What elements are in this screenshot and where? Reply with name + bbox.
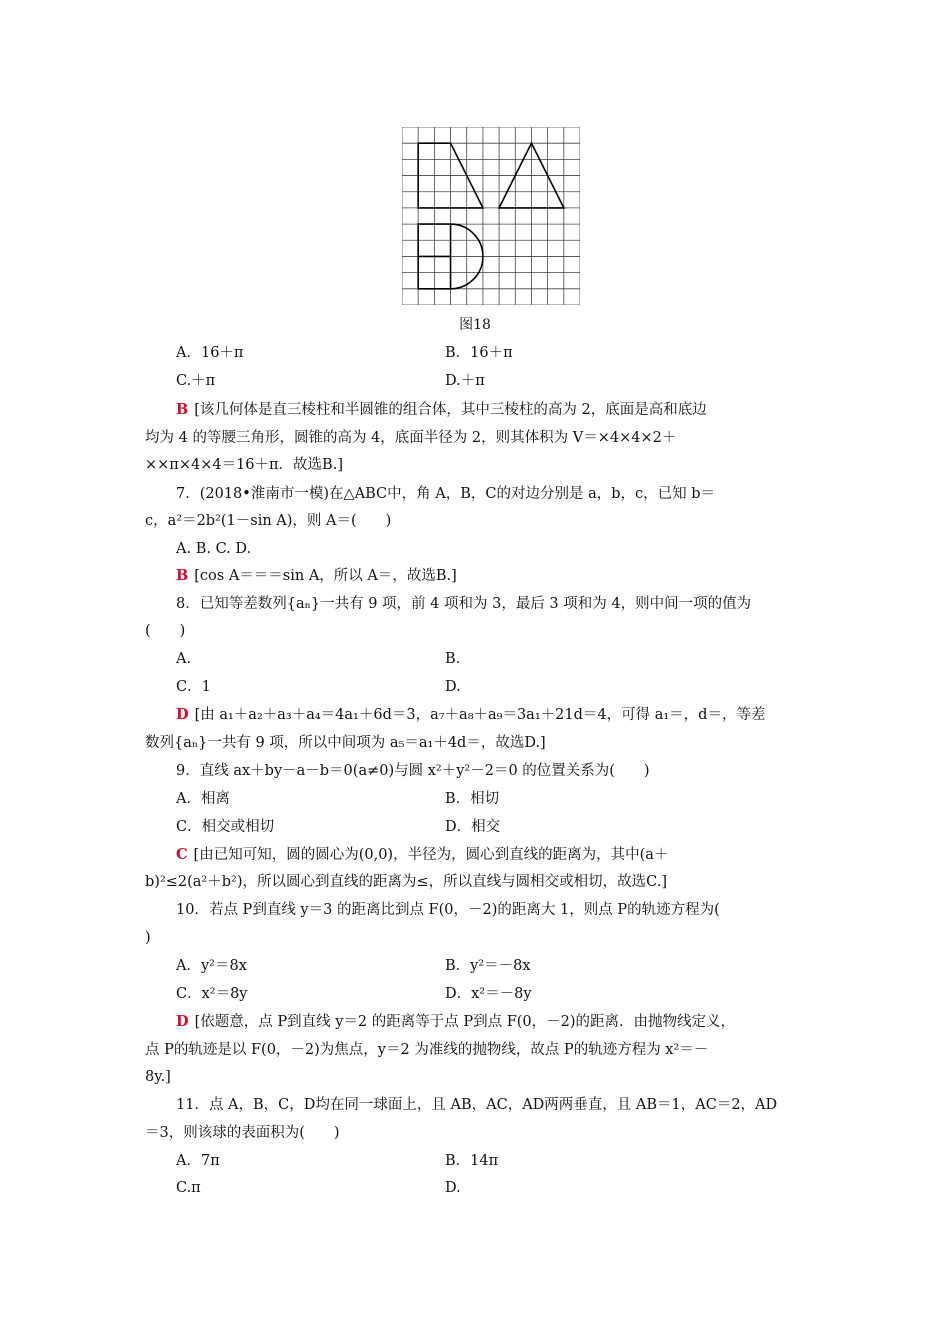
q11-option-d: D. <box>445 1180 461 1196</box>
q9-option-c: C．相交或相切 <box>176 819 275 835</box>
q11-option-b: B．14π <box>445 1153 499 1169</box>
q10-answer-letter: D <box>176 1013 189 1030</box>
q9-answer-letter: C <box>176 846 188 863</box>
grid-lines <box>402 127 580 305</box>
q10-explanation-3: 8y.] <box>145 1069 171 1085</box>
q6-option-b: B．16＋π <box>445 345 513 361</box>
three-view-figure <box>402 127 580 305</box>
q6-answer-line-1 <box>176 400 707 420</box>
q10-stem-2: ) <box>145 930 151 946</box>
q8-option-c: C．1 <box>176 679 211 695</box>
q8-explanation-1: [由 a₁＋a₂＋a₃＋a₄＝4a₁＋6d＝3，a₇＋a₈＋a₉＝3a₁＋21d＝4，可得 a₁＝，d＝，等差 <box>194 707 766 723</box>
q6-option-c: C.＋π <box>176 373 216 389</box>
q8-stem-1: 8．已知等差数列{aₙ}一共有 9 项，前 4 项和为 3，最后 3 项和为 4，则中间一项的值为 <box>176 596 752 612</box>
q7-options: A. B. C. D. <box>176 541 252 557</box>
q7-answer-line <box>176 566 457 586</box>
q6-explanation-3: ××π×4×4＝16＋π．故选B.] <box>145 457 343 473</box>
q10-option-d: D．x²＝－8y <box>445 986 532 1002</box>
q9-option-b: B．相切 <box>445 791 500 807</box>
q6-explanation-2: 均为 4 的等腰三角形，圆锥的高为 4，底面半径为 2，则其体积为 V＝×4×4×2＋ <box>145 430 677 446</box>
q8-option-d: D. <box>445 679 461 695</box>
q7-stem-2: c，a²＝2b²(1－sin A)，则 A＝( ) <box>145 513 392 529</box>
q8-option-b: B. <box>445 651 461 667</box>
q6-answer-letter: B <box>176 401 189 418</box>
q8-answer-line <box>176 705 765 725</box>
q9-option-a: A．相离 <box>176 791 230 807</box>
q10-answer-line <box>176 1012 735 1032</box>
q10-explanation-1: [依题意，点 P到直线 y＝2 的距离等于点 P到点 F(0，－2)的距离．由抛物线定义， <box>194 1014 736 1030</box>
q10-stem-1: 10．若点 P到直线 y＝3 的距离比到点 F(0，－2)的距离大 1，则点 P的轨迹方程为( <box>176 902 720 918</box>
q8-explanation-2: 数列{aₙ}一共有 9 项，所以中间项为 a₅＝a₁＋4d＝，故选D.] <box>145 735 546 751</box>
q11-option-a: A．7π <box>176 1153 220 1169</box>
q6-explanation-1: [该几何体是直三棱柱和半圆锥的组合体，其中三棱柱的高为 2，底面是高和底边 <box>194 402 707 418</box>
q10-option-a: A．y²＝8x <box>176 958 247 974</box>
q10-option-c: C．x²＝8y <box>176 986 248 1002</box>
figure-caption: 图18 <box>459 317 491 333</box>
q9-explanation-2: b)²≤2(a²＋b²)，所以圆心到直线的距离为≤，所以直线与圆相交或相切，故选C.] <box>145 874 667 890</box>
q8-answer-letter: D <box>176 706 189 723</box>
q10-explanation-2: 点 P的轨迹是以 F(0，－2)为焦点，y＝2 为准线的抛物线，故点 P的轨迹方程为 x²＝－ <box>145 1042 709 1058</box>
q10-option-b: B．y²＝－8x <box>445 958 531 974</box>
q9-stem: 9．直线 ax＋by－a－b＝0(a≠0)与圆 x²＋y²－2＝0 的位置关系为( ) <box>176 763 650 779</box>
q8-option-a: A. <box>176 651 192 667</box>
q8-stem-2: ( ) <box>145 623 186 639</box>
q11-stem-1: 11．点 A，B，C，D均在同一球面上，且 AB，AC，AD两两垂直，且 AB＝1，AC＝2，AD <box>176 1097 778 1113</box>
q7-explanation: [cos A＝＝＝sin A，所以 A＝，故选B.] <box>194 568 457 584</box>
q9-option-d: D．相交 <box>445 819 501 835</box>
q11-option-c: C.π <box>176 1180 201 1196</box>
q9-explanation-1: [由已知可知，圆的圆心为(0,0)，半径为，圆心到直线的距离为，其中(a＋ <box>193 847 669 863</box>
q7-stem-1: 7．(2018•淮南市一模)在△ABC中，角 A，B，C的对边分别是 a，b，c，已知 b＝ <box>176 486 716 502</box>
q11-stem-2: ＝3，则该球的表面积为( ) <box>145 1125 340 1141</box>
q6-option-d: D.＋π <box>445 373 485 389</box>
q6-option-a: A．16＋π <box>176 345 244 361</box>
q7-answer-letter: B <box>176 567 189 584</box>
q9-answer-line <box>176 845 668 865</box>
